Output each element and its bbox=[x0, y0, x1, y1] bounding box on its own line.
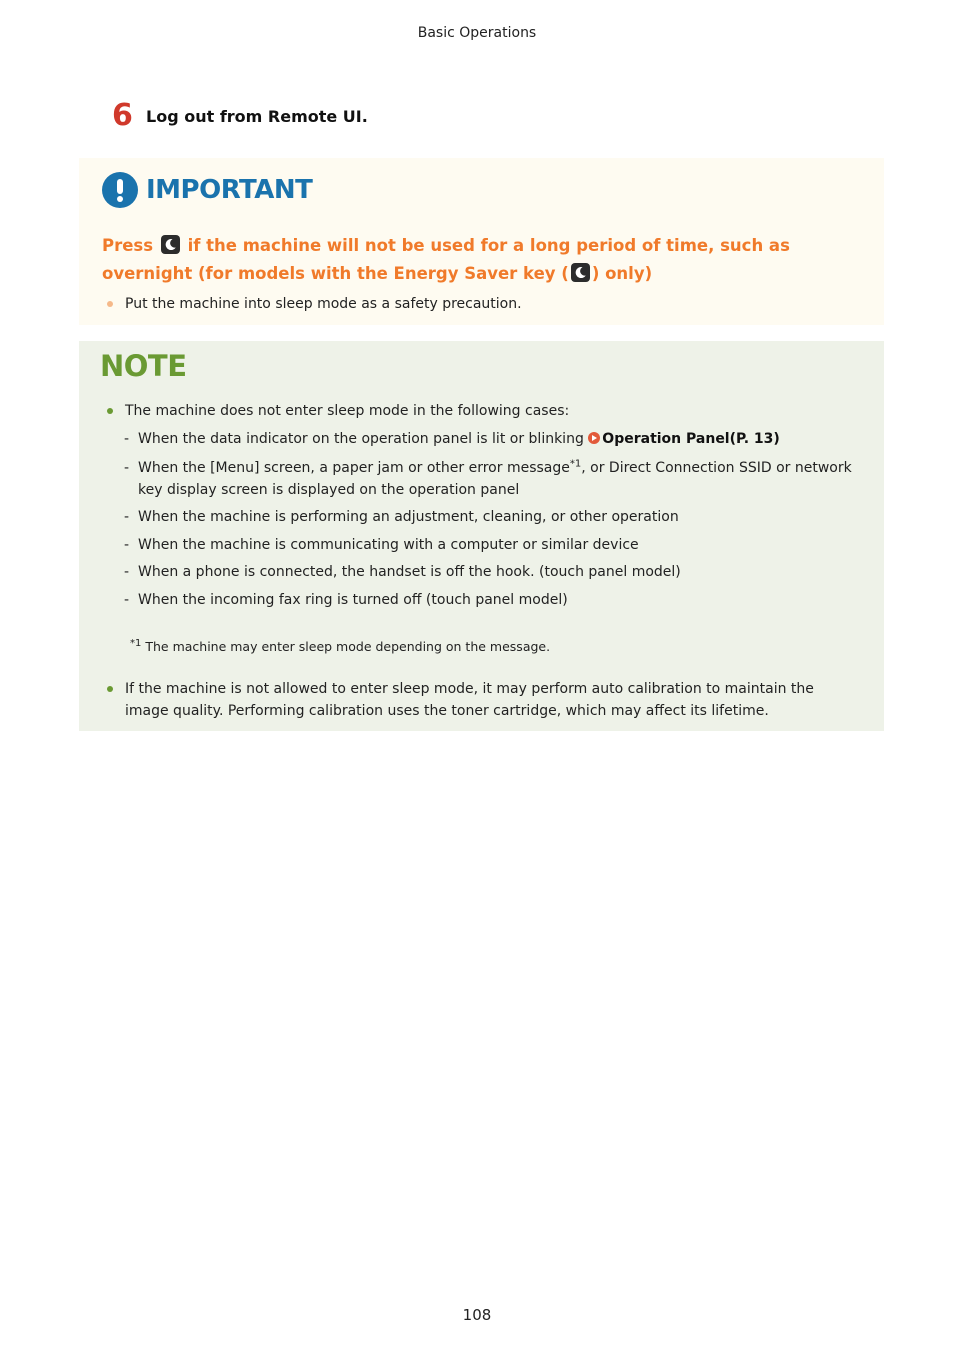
operation-panel-link[interactable]: Operation Panel(P. 13) bbox=[602, 431, 780, 447]
sub-middle: if the machine will not be used for a long period of time, such as overnight (for models with the Energy Saver key ( bbox=[102, 236, 790, 283]
step-6 bbox=[112, 98, 368, 134]
note-title: NOTE bbox=[100, 349, 187, 383]
list-item: - When the incoming fax ring is turned off (touch panel model) bbox=[124, 592, 568, 608]
link-arrow-icon[interactable] bbox=[588, 432, 600, 444]
running-header: Basic Operations bbox=[417, 25, 537, 41]
sub-press: Press bbox=[102, 236, 154, 255]
bullet-dot-icon bbox=[107, 301, 113, 307]
important-bullet-text: Put the machine into sleep mode as a safety precaution. bbox=[125, 296, 522, 312]
bullet-dot-icon bbox=[107, 408, 113, 414]
note-bullet-2-text: If the machine is not allowed to enter sleep mode, it may perform auto calibration to maintain the image quality. Performing calibration uses the toner cartridge, which may affect its lifetime. bbox=[125, 681, 814, 719]
bullet-dot-icon bbox=[107, 686, 113, 692]
important-subheading bbox=[102, 232, 872, 288]
note-bullet-2 bbox=[107, 678, 847, 722]
footnote-mark: *1 bbox=[130, 637, 142, 649]
sub-end: ) only) bbox=[591, 264, 653, 283]
important-bullet bbox=[107, 296, 522, 312]
page-number: 108 bbox=[462, 1306, 492, 1324]
note-bullet-1-text: The machine does not enter sleep mode in the following cases: bbox=[125, 403, 570, 419]
footnote-text: The machine may enter sleep mode depending on the message. bbox=[141, 639, 551, 654]
list-item: - When the machine is performing an adjustment, cleaning, or other operation bbox=[124, 509, 679, 525]
energy-saver-key-icon bbox=[161, 235, 180, 254]
footnote bbox=[130, 639, 550, 654]
step-instruction: Log out from Remote UI. bbox=[146, 106, 368, 126]
step-number: 6 bbox=[112, 98, 133, 133]
list-item: - When a phone is connected, the handset is off the hook. (touch panel model) bbox=[124, 564, 681, 580]
note-box bbox=[79, 341, 884, 731]
list-item: - When the machine is communicating with a computer or similar device bbox=[124, 537, 639, 553]
footnote-ref: *1 bbox=[569, 458, 582, 470]
note-bullet-1 bbox=[107, 400, 847, 422]
energy-saver-key-icon bbox=[571, 263, 590, 282]
important-box bbox=[79, 158, 884, 325]
exclamation-icon bbox=[102, 172, 138, 208]
list-item: - When the data indicator on the operation panel is lit or blinking Operation Panel(P. 13) bbox=[124, 431, 780, 447]
important-heading bbox=[102, 172, 312, 208]
important-title: IMPORTANT bbox=[146, 175, 313, 205]
list-item: - When the [Menu] screen, a paper jam or other error message$^{*1}$, or Direct Connection SSID or network key display screen is displayed on the operation panel bbox=[124, 458, 852, 498]
